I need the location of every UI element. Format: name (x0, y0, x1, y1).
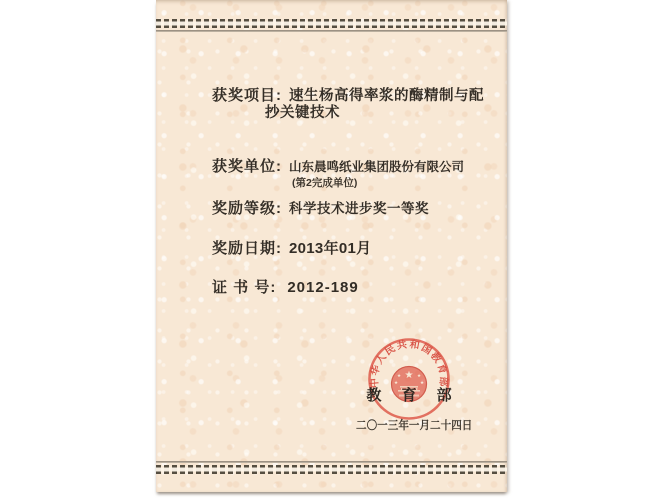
issue-date: 二〇一三年一月二十四日 (356, 420, 473, 432)
svg-text:★: ★ (396, 374, 402, 379)
grade-value: 科学技术进步奖一等奖 (289, 201, 429, 216)
cert-no-value: 2012-189 (287, 279, 359, 296)
ministry-seal (367, 337, 451, 421)
unit-label: 获奖单位: (212, 158, 282, 175)
seal-ring-text: 中华人民共和国教育部 (369, 339, 449, 389)
field-row-cert-no (212, 276, 359, 297)
field-row-grade (212, 197, 429, 218)
svg-text:★: ★ (404, 370, 414, 381)
seal-issuer-name: 教 育 部 (366, 387, 460, 404)
award-date-label: 奖励日期: (212, 240, 282, 257)
bottom-border-line (156, 461, 507, 463)
project-value-continuation: 抄关键技术 (265, 105, 340, 121)
top-border-squares (156, 19, 507, 28)
project-label: 获奖项目: (212, 87, 282, 104)
svg-text:★: ★ (416, 374, 422, 379)
svg-text:★: ★ (393, 381, 399, 386)
unit-value: 山东晨鸣纸业集团股份有限公司 (289, 160, 465, 174)
field-row-award-date (212, 237, 371, 258)
svg-text:★: ★ (419, 381, 425, 386)
project-value: 速生杨高得率浆的酶精制与配 (289, 88, 484, 104)
award-date-value: 2013年01月 (289, 240, 372, 257)
unit-note: (第2完成单位) (292, 177, 358, 189)
ministry-seal-graphic (367, 337, 451, 421)
bottom-border-squares (156, 465, 507, 474)
grade-label: 奖励等级: (212, 200, 282, 217)
top-border-ornament (156, 19, 507, 32)
certificate-paper (156, 0, 507, 492)
top-border-line (156, 30, 507, 32)
bottom-border-ornament (156, 461, 507, 474)
cert-no-label: 证 书 号: (212, 279, 277, 296)
field-row-unit (212, 155, 464, 176)
field-row-project (212, 84, 484, 105)
